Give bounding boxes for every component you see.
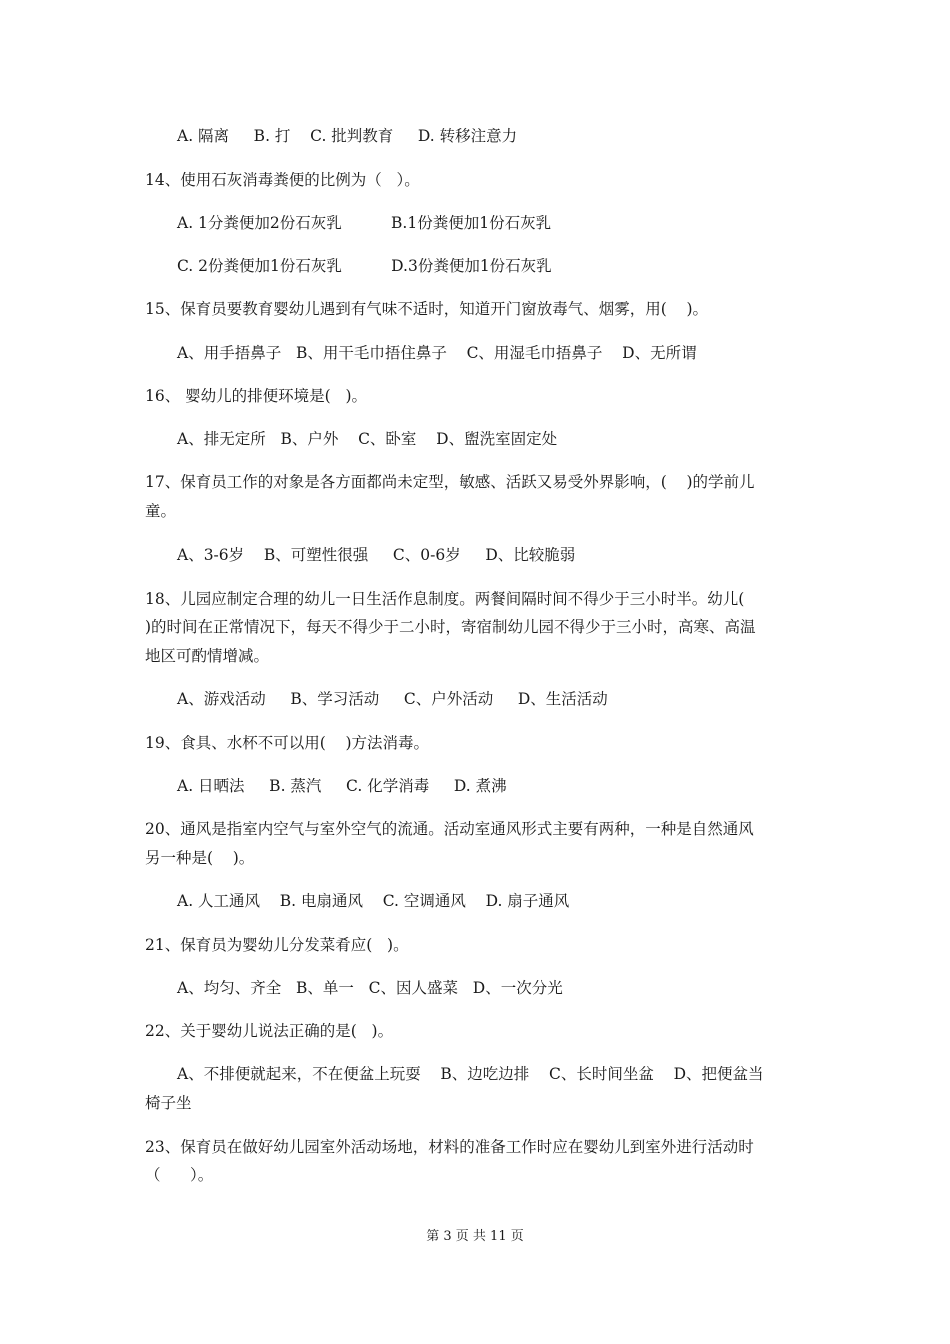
q18-question-line1: 18、儿园应制定合理的幼儿一日生活作息制度。两餐间隔时间不得少于三小时半。幼儿( <box>145 590 745 608</box>
q14-options-row1: A. 1分粪便加2份石灰乳 B.1份粪便加1份石灰乳 <box>177 214 552 232</box>
q20-options: A. 人工通风 B. 电扇通风 C. 空调通风 D. 扇子通风 <box>177 892 570 910</box>
q22-options-line1: A、不排便就起来，不在便盆上玩耍 B、边吃边排 C、长时间坐盆 D、把便盆当 <box>177 1065 764 1083</box>
q22-question: 22、关于婴幼儿说法正确的是( )。 <box>145 1022 394 1040</box>
q23-question-line2: （ ）。 <box>145 1166 214 1184</box>
q17-question-line2: 童。 <box>145 502 177 520</box>
q20-question-line2: 另一种是( )。 <box>145 849 255 867</box>
q17-question-line1: 17、保育员工作的对象是各方面都尚未定型，敏感、活跃又易受外界影响，( )的学前儿 <box>145 473 755 491</box>
page-footer: 第 3 页 共 11 页 <box>426 1229 524 1244</box>
q22-options-line2: 椅子坐 <box>145 1094 192 1112</box>
q15-question: 15、保育员要教育婴幼儿遇到有气味不适时，知道开门窗放毒气、烟雾，用( )。 <box>145 300 709 318</box>
q14-options-row2: C. 2份粪便加1份石灰乳 D.3份粪便加1份石灰乳 <box>177 257 552 275</box>
q14-question: 14、使用石灰消毒粪便的比例为（ ）。 <box>145 171 420 189</box>
q16-question: 16、 婴幼儿的排便环境是( )。 <box>145 387 368 405</box>
q18-question-line3: 地区可酌情增减。 <box>145 647 270 665</box>
q13-options: A. 隔离 B. 打 C. 批判教育 D. 转移注意力 <box>177 127 518 145</box>
q18-options: A、游戏活动 B、学习活动 C、户外活动 D、生活活动 <box>177 690 608 708</box>
q19-question: 19、食具、水杯不可以用( )方法消毒。 <box>145 734 430 752</box>
q21-question: 21、保育员为婴幼儿分发菜肴应( )。 <box>145 936 409 954</box>
q23-question-line1: 23、保育员在做好幼儿园室外活动场地，材料的准备工作时应在婴幼儿到室外进行活动时 <box>145 1138 754 1156</box>
q15-options: A、用手捂鼻子 B、用干毛巾捂住鼻子 C、用湿毛巾捂鼻子 D、无所谓 <box>177 344 697 362</box>
q17-options: A、3-6岁 B、可塑性很强 C、0-6岁 D、比较脆弱 <box>177 546 576 564</box>
q16-options: A、排无定所 B、户外 C、卧室 D、盥洗室固定处 <box>177 430 558 448</box>
q19-options: A. 日晒法 B. 蒸汽 C. 化学消毒 D. 煮沸 <box>177 777 507 795</box>
q20-question-line1: 20、通风是指室内空气与室外空气的流通。活动室通风形式主要有两种，一种是自然通风 <box>145 820 754 838</box>
q18-question-line2: )的时间在正常情况下，每天不得少于二小时，寄宿制幼儿园不得少于三小时，高寒、高温 <box>145 618 756 636</box>
q21-options: A、均匀、齐全 B、单一 C、因人盛菜 D、一次分光 <box>177 979 563 997</box>
